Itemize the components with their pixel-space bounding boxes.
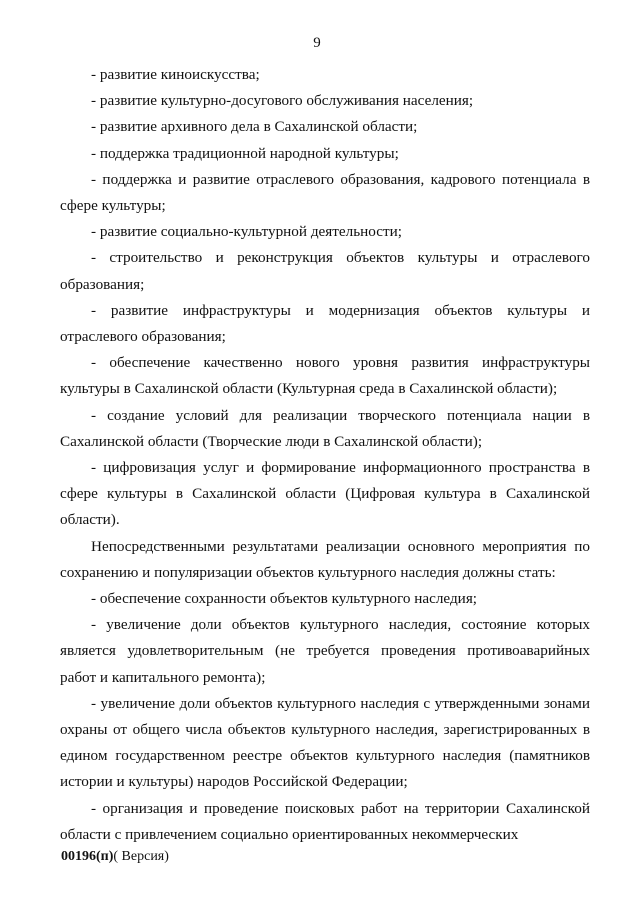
paragraph: - развитие инфраструктуры и модернизация объектов культуры и отраслевого образования; bbox=[60, 301, 590, 346]
paragraph: Непосредственными результатами реализации основного мероприятия по сохранению и популяризации объектов культурного наследия должны стать: bbox=[60, 537, 590, 581]
page-number: 9 bbox=[313, 35, 321, 51]
document-version: ( Версия) bbox=[113, 849, 169, 864]
paragraph: - поддержка традиционной народной культуры; bbox=[91, 144, 399, 162]
paragraph: - развитие социально-культурной деятельности; bbox=[91, 223, 402, 241]
paragraph: - организация и проведение поисковых работ на территории Сахалинской области с привлечением социально ориентированных некоммерческих bbox=[60, 799, 590, 843]
paragraph: - развитие архивного дела в Сахалинской области; bbox=[91, 118, 418, 136]
document-body bbox=[60, 62, 590, 848]
paragraph: - обеспечение сохранности объектов культурного наследия; bbox=[91, 590, 478, 608]
document-code: 00196(п) bbox=[61, 849, 114, 864]
footer bbox=[61, 849, 169, 865]
paragraph: - увеличение доли объектов культурного наследия, состояние которых является удовлетворительным (не требуется проведения противоаварийных работ и капитального ремонта); bbox=[60, 616, 590, 686]
paragraph: - развитие культурно-досугового обслуживания населения; bbox=[91, 92, 474, 110]
paragraph: - увеличение доли объектов культурного наследия с утвержденными зонами охраны от общего числа объектов культурного наследия, зарегистрированных в едином государственном реестре объектов культурного наследия (памятников истории и культуры) народов Российской Федерации; bbox=[60, 694, 590, 791]
paragraph: - поддержка и развитие отраслевого образования, кадрового потенциала в сфере культуры; bbox=[60, 170, 590, 215]
paragraph: - создание условий для реализации творческого потенциала нации в Сахалинской области (Творческие люди в Сахалинской области); bbox=[60, 406, 590, 450]
paragraph: - строительство и реконструкция объектов культуры и отраслевого образования; bbox=[60, 249, 590, 293]
paragraph: - цифровизация услуг и формирование информационного пространства в сфере культуры в Сахалинской области (Цифровая культура в Сахалинской области). bbox=[60, 459, 590, 529]
paragraph: - обеспечение качественно нового уровня развития инфраструктуры культуры в Сахалинской области (Культурная среда в Сахалинской области); bbox=[60, 354, 590, 398]
paragraph: - развитие киноискусства; bbox=[91, 66, 260, 83]
